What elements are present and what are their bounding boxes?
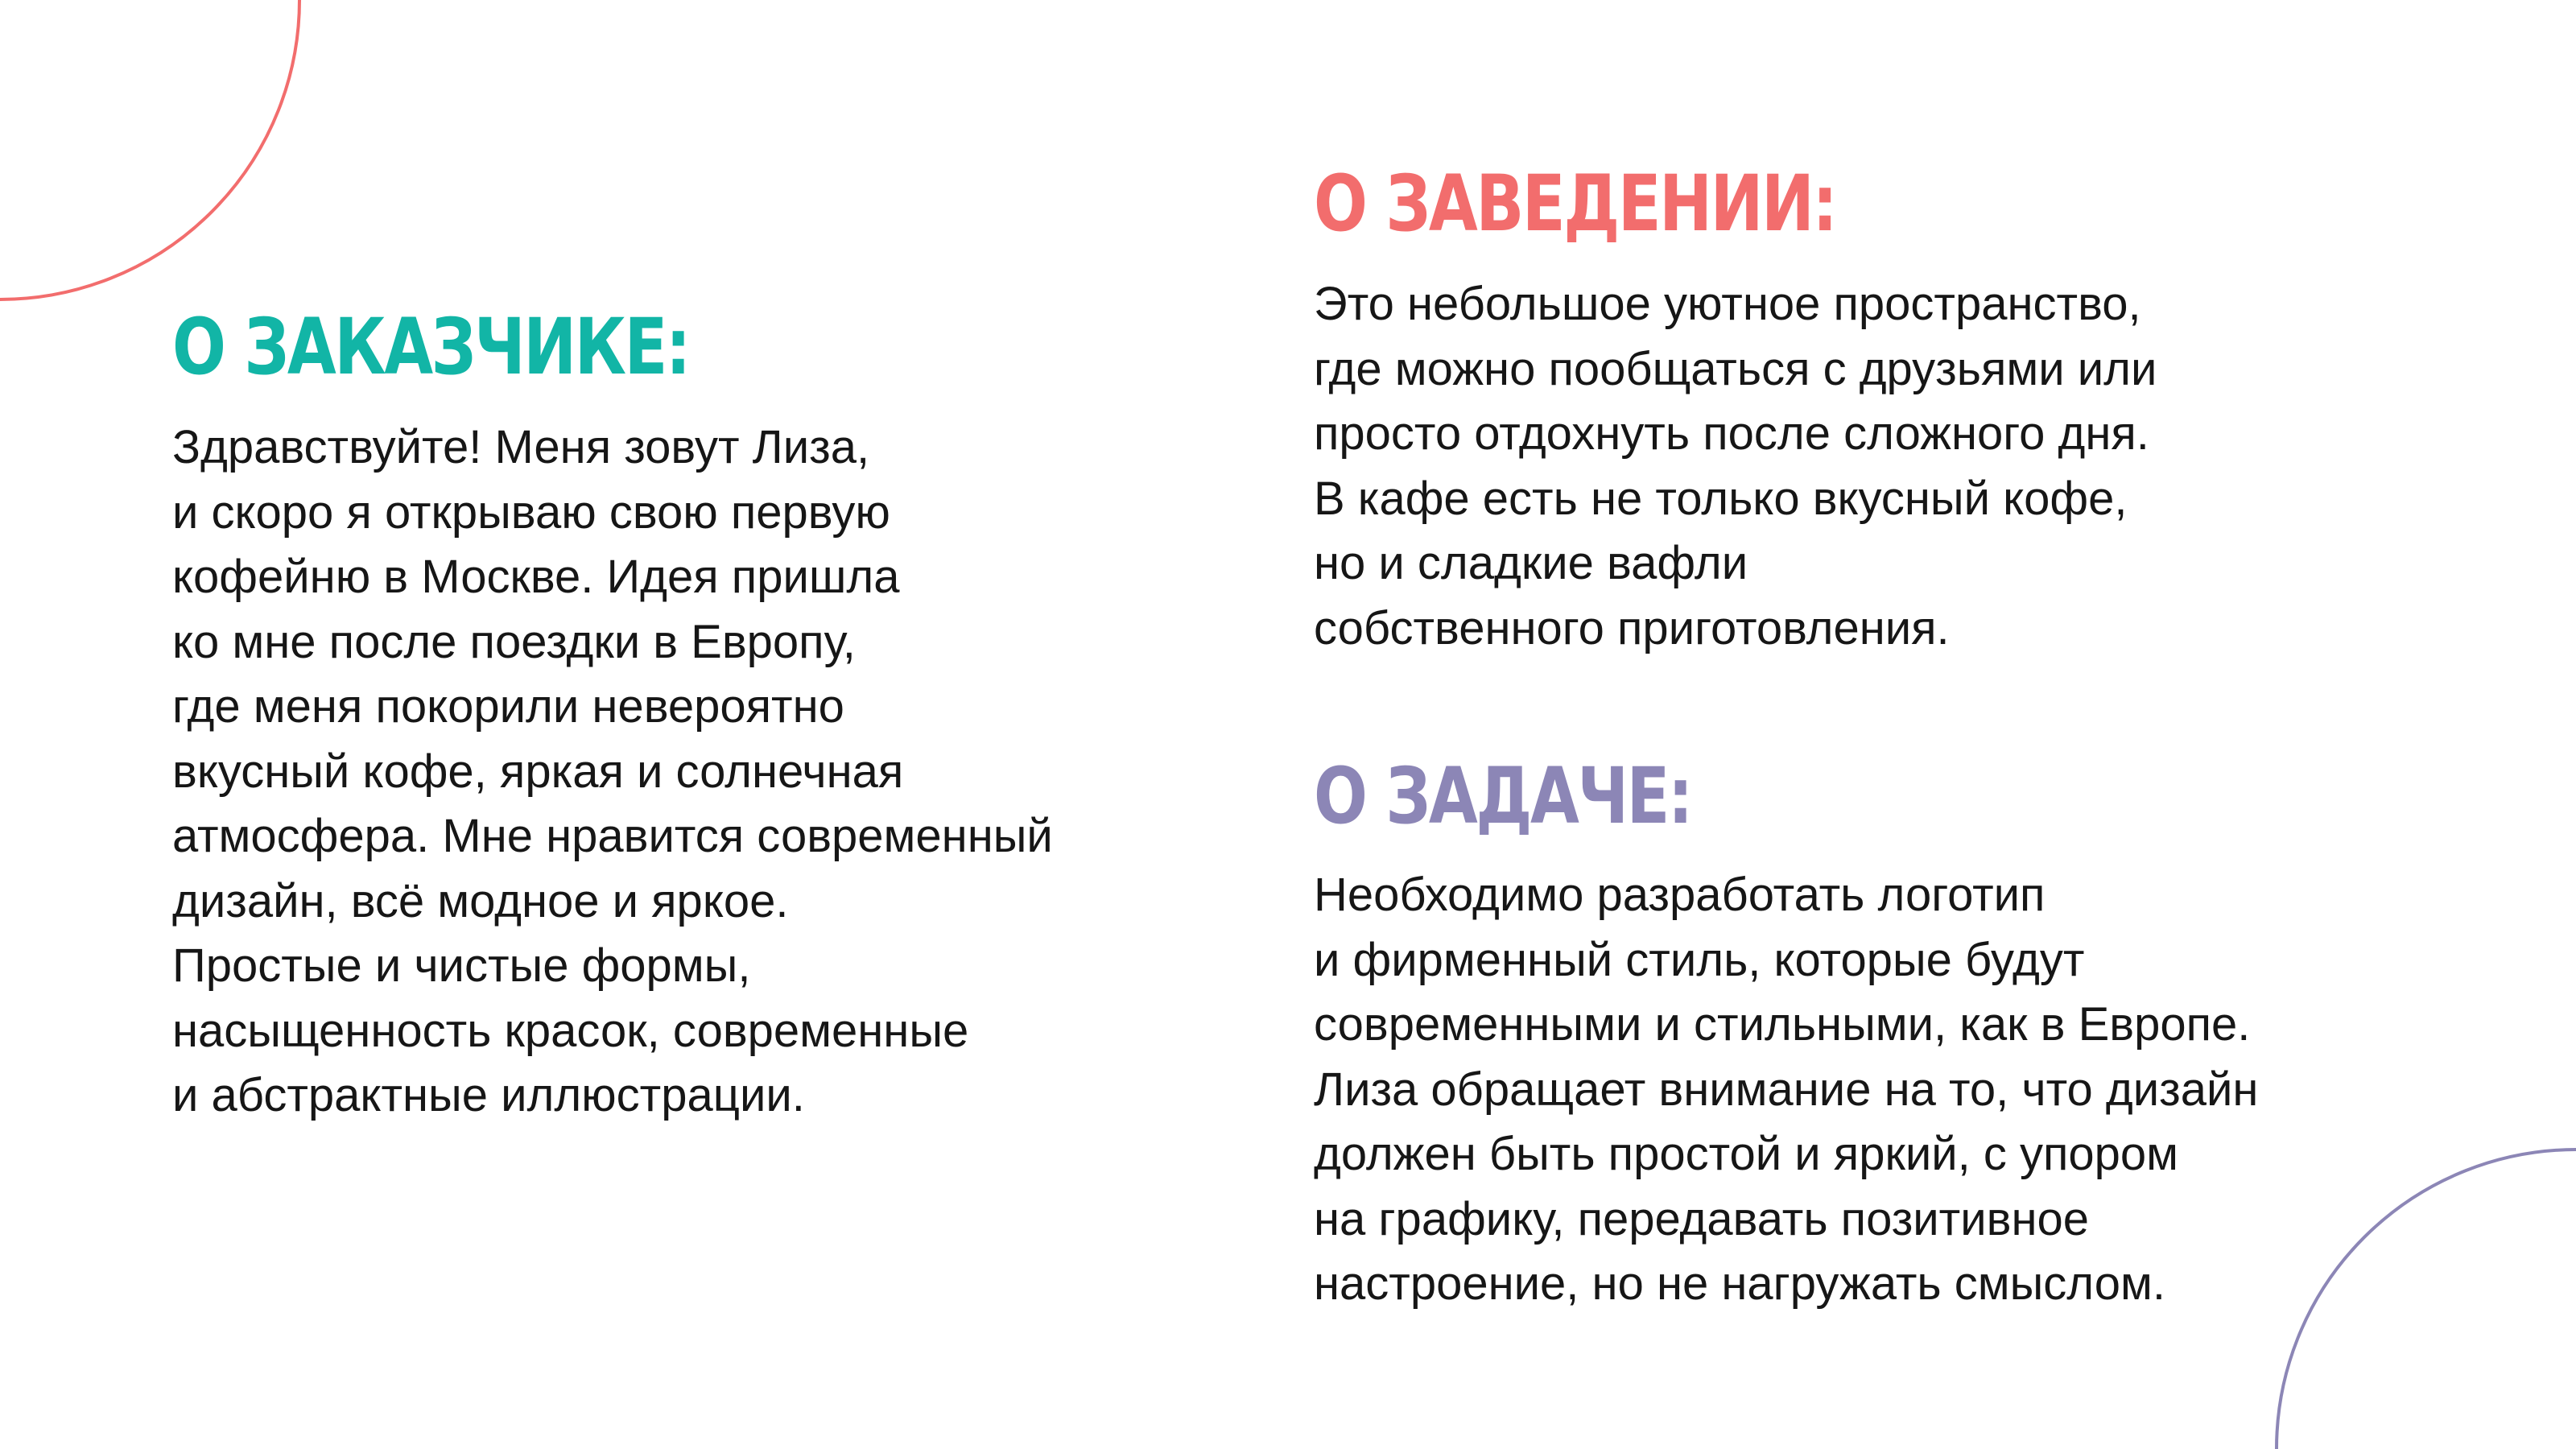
text-line: Здравствуйте! Меня зовут Лиза, <box>172 421 870 473</box>
text-line: Лиза обращает внимание на то, что дизайн <box>1314 1063 2259 1116</box>
task-text <box>1314 863 2258 1317</box>
text-line: и фирменный стиль, которые будут <box>1314 933 2085 986</box>
venue-heading: О ЗАВЕДЕНИИ: <box>1314 159 1836 249</box>
text-line: и скоро я открываю свою первую <box>172 485 890 539</box>
text-line: где меня покорили невероятно <box>172 680 844 733</box>
text-line: атмосфера. Мне нравится современный <box>172 810 1053 862</box>
customer-text <box>172 415 1053 1129</box>
venue-section <box>1314 159 2157 661</box>
text-line: Необходимо разработать логотип <box>1314 869 2046 921</box>
text-line: Простые и чистые формы, <box>172 939 751 992</box>
text-line: где можно пообщаться с друзьями или <box>1314 342 2157 395</box>
text-line: насыщенность красок, современные <box>172 1004 969 1057</box>
text-line: на графику, передавать позитивное <box>1314 1192 2090 1245</box>
customer-heading: О ЗАКАЗЧИКЕ: <box>172 302 689 392</box>
text-line: просто отдохнуть после сложного дня. <box>1314 407 2149 460</box>
text-line: современными и стильными, как в Европе. <box>1314 998 2251 1051</box>
text-line: вкусный кофе, яркая и солнечная <box>172 745 904 798</box>
text-line: ко мне после поездки в Европу, <box>172 615 856 668</box>
text-line: дизайн, всё модное и яркое. <box>172 874 789 927</box>
text-line: собственного приготовления. <box>1314 601 1950 654</box>
text-line: но и сладкие вафли <box>1314 537 1748 589</box>
text-line: настроение, но не нагружать смыслом. <box>1314 1257 2166 1310</box>
customer-section <box>172 302 1053 1129</box>
task-heading: О ЗАДАЧЕ: <box>1314 751 1691 841</box>
bottom-right-arc <box>2277 1150 2576 1449</box>
text-line: В кафе есть не только вкусный кофе, <box>1314 472 2128 525</box>
venue-text <box>1314 272 2157 661</box>
task-section <box>1314 751 2259 1317</box>
top-left-arc <box>0 0 299 299</box>
text-line: кофейню в Москве. Идея пришла <box>172 551 900 603</box>
text-line: должен быть простой и яркий, с упором <box>1314 1128 2179 1180</box>
text-line: и абстрактные иллюстрации. <box>172 1069 805 1121</box>
text-line: Это небольшое уютное пространство, <box>1314 278 2141 330</box>
